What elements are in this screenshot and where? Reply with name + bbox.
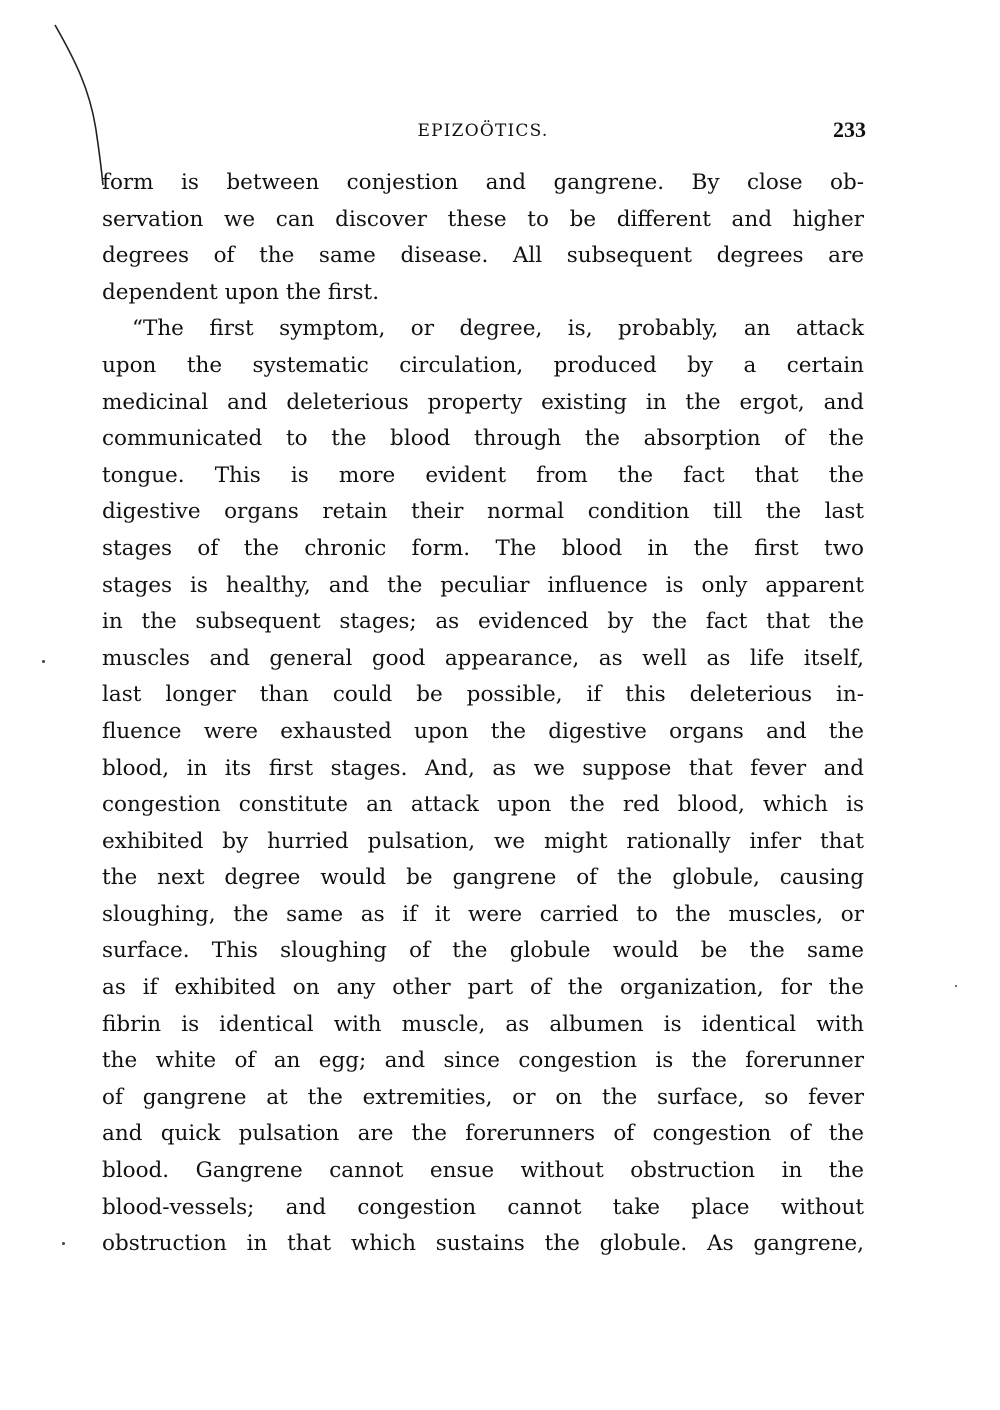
text-line: muscles and general good appearance, as well as life itself, — [102, 645, 864, 671]
text-line: obstruction in that which sustains the globule. As gangrene, — [102, 1231, 864, 1257]
text-line: tongue. This is more evident from the fact that the — [102, 462, 864, 488]
paper-speck — [955, 985, 957, 987]
text-line: “The first symptom, or degree, is, probably, an attack — [132, 316, 864, 342]
text-line: congestion constitute an attack upon the red blood, which is — [102, 792, 864, 818]
text-line: degrees of the same disease. All subsequent degrees are — [102, 243, 864, 269]
paper-speck — [42, 660, 45, 663]
text-line: stages is healthy, and the peculiar influence is only apparent — [102, 572, 864, 598]
text-line: exhibited by hurried pulsation, we might rationally infer that — [102, 828, 864, 854]
text-line: servation we can discover these to be different and higher — [102, 206, 864, 232]
paper-speck — [62, 1242, 65, 1245]
text-line: dependent upon the first. — [102, 279, 380, 305]
text-line: the next degree would be gangrene of the globule, causing — [102, 865, 864, 891]
text-line: blood. Gangrene cannot ensue without obstruction in the — [102, 1158, 864, 1184]
running-head-title: EPIZOÖTICS. — [417, 121, 549, 141]
text-line: stages of the chronic form. The blood in the first two — [102, 535, 864, 561]
text-line: fibrin is identical with muscle, as albumen is identical with — [102, 1011, 864, 1037]
text-line: upon the systematic circulation, produced by a certain — [102, 352, 864, 378]
text-line: in the subsequent stages; as evidenced by the fact that the — [102, 609, 864, 635]
text-line: of gangrene at the extremities, or on the surface, so fever — [102, 1084, 864, 1110]
text-line: surface. This sloughing of the globule would be the same — [102, 938, 864, 964]
text-line: the white of an egg; and since congestion is the forerunner — [102, 1048, 864, 1074]
text-line: fluence were exhausted upon the digestive organs and the — [102, 718, 864, 744]
text-line: last longer than could be possible, if this deleterious in- — [102, 682, 864, 708]
text-line: digestive organs retain their normal condition till the last — [102, 499, 864, 525]
text-line: communicated to the blood through the absorption of the — [102, 426, 864, 452]
text-line: sloughing, the same as if it were carried to the muscles, or — [102, 901, 864, 927]
text-line: form is between conjestion and gangrene. By close ob- — [102, 170, 864, 195]
text-line: as if exhibited on any other part of the organization, for the — [102, 975, 864, 1001]
page-number: 233 — [833, 117, 866, 142]
text-line: medicinal and deleterious property existing in the ergot, and — [102, 389, 864, 415]
text-line: blood-vessels; and congestion cannot take place without — [102, 1194, 864, 1220]
text-line: blood, in its first stages. And, as we suppose that fever and — [102, 755, 864, 781]
body-text — [102, 165, 864, 1263]
text-line: and quick pulsation are the forerunners of congestion of the — [102, 1121, 864, 1147]
running-head — [100, 117, 866, 151]
